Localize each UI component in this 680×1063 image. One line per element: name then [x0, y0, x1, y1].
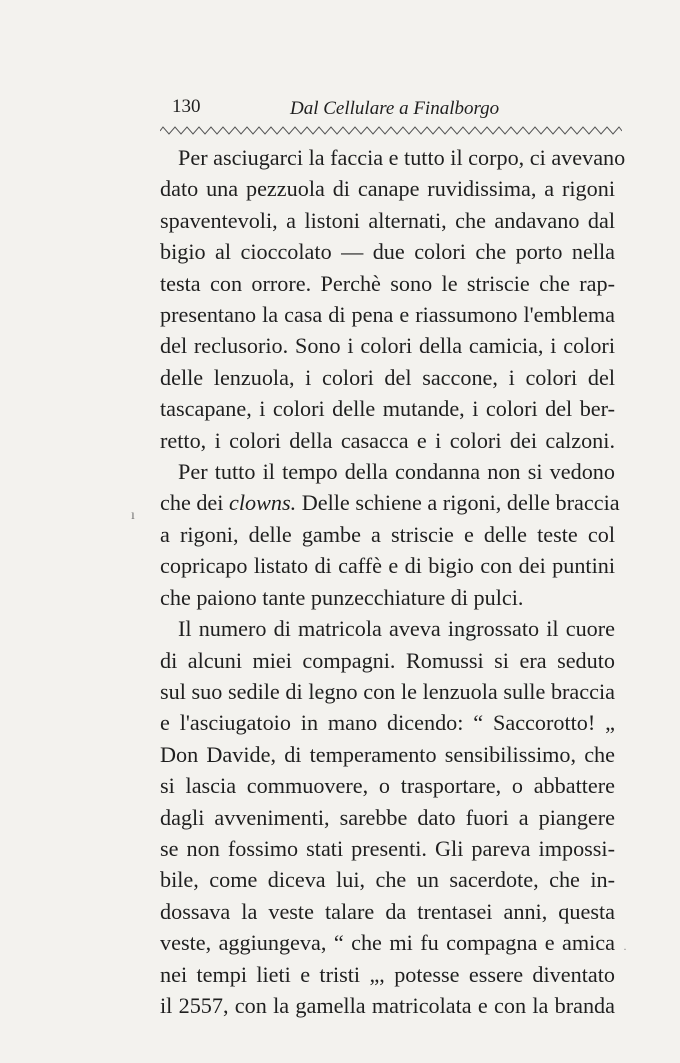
text-line: del reclusorio. Sono i colori della camicia, i colori — [160, 333, 615, 359]
text-line: se non fossimo stati presenti. Gli pareva impossi- — [160, 835, 615, 861]
margin-mark: ı — [131, 508, 135, 523]
margin-mark: · — [623, 942, 627, 956]
text-line: copricapo listato di caffè e di bigio con dei puntini — [160, 553, 615, 579]
paragraph-3 — [160, 613, 615, 1021]
text-line: Per asciugarci la faccia e tutto il corpo, ci avevano — [178, 145, 626, 170]
italic-word: clowns. — [229, 490, 297, 516]
text-line: Don Davide, di temperamento sensibilissimo, che — [160, 741, 615, 767]
paragraph-2 — [160, 456, 620, 613]
page-number: 130 — [172, 96, 201, 117]
text-line: a rigoni, delle gambe a striscie e delle teste col — [160, 521, 615, 547]
wavy-rule-ornament — [160, 124, 622, 138]
text-line: veste, aggiungeva, “ che mi fu compagna e amica — [160, 930, 615, 956]
text-line: presentano la casa di pena e riassumono l'emblema — [160, 302, 615, 328]
text-line: di alcuni miei compagni. Romussi si era seduto — [160, 647, 615, 673]
text-line: delle lenzuola, i colori del saccone, i colori del — [160, 364, 615, 390]
text-line: bile, come diceva lui, che un sacerdote, che in- — [160, 867, 615, 893]
text-line: tascapane, i colori delle mutande, i colori del ber- — [160, 396, 615, 422]
text-line: sul suo sedile di legno con le lenzuola sulle braccia — [160, 678, 615, 704]
text-line: testa con orrore. Perchè sono le striscie che rap- — [160, 270, 615, 296]
text-line: il 2557, con la gamella matricolata e con la branda — [160, 992, 615, 1018]
text-line: retto, i colori della casacca e i colori dei calzoni. — [160, 427, 615, 453]
running-title: Dal Cellulare a Finalborgo — [290, 98, 500, 119]
text-line: che dei clowns. Delle schiene a rigoni, delle braccia — [160, 490, 620, 516]
body-text — [160, 142, 626, 1021]
text-line: dossava la veste talare da trentasei anni, questa — [160, 898, 615, 924]
text-line: si lascia commuovere, o trasportare, o abbattere — [160, 773, 615, 799]
text-line: e l'asciugatoio in mano dicendo: “ Saccorotto! „ — [160, 710, 615, 736]
text-line: spaventevoli, a listoni alternati, che andavano dal — [160, 207, 615, 233]
text-line: Il numero di matricola aveva ingrossato il cuore — [178, 616, 615, 642]
text-line: Per tutto il tempo della condanna non si vedono — [178, 459, 615, 485]
paragraph-1 — [160, 142, 626, 456]
text-line: nei tempi lieti e tristi „, potesse essere diventato — [160, 961, 615, 987]
text-line: dato una pezzuola di canape ruvidissima, a rigoni — [160, 176, 615, 202]
text-line: bigio al cioccolato — due colori che porto nella — [160, 239, 615, 265]
text-line: dagli avvenimenti, sarebbe dato fuori a piangere — [160, 804, 615, 830]
text-line: che paiono tante punzecchiature di pulci. — [160, 584, 524, 610]
page-header — [160, 96, 620, 122]
